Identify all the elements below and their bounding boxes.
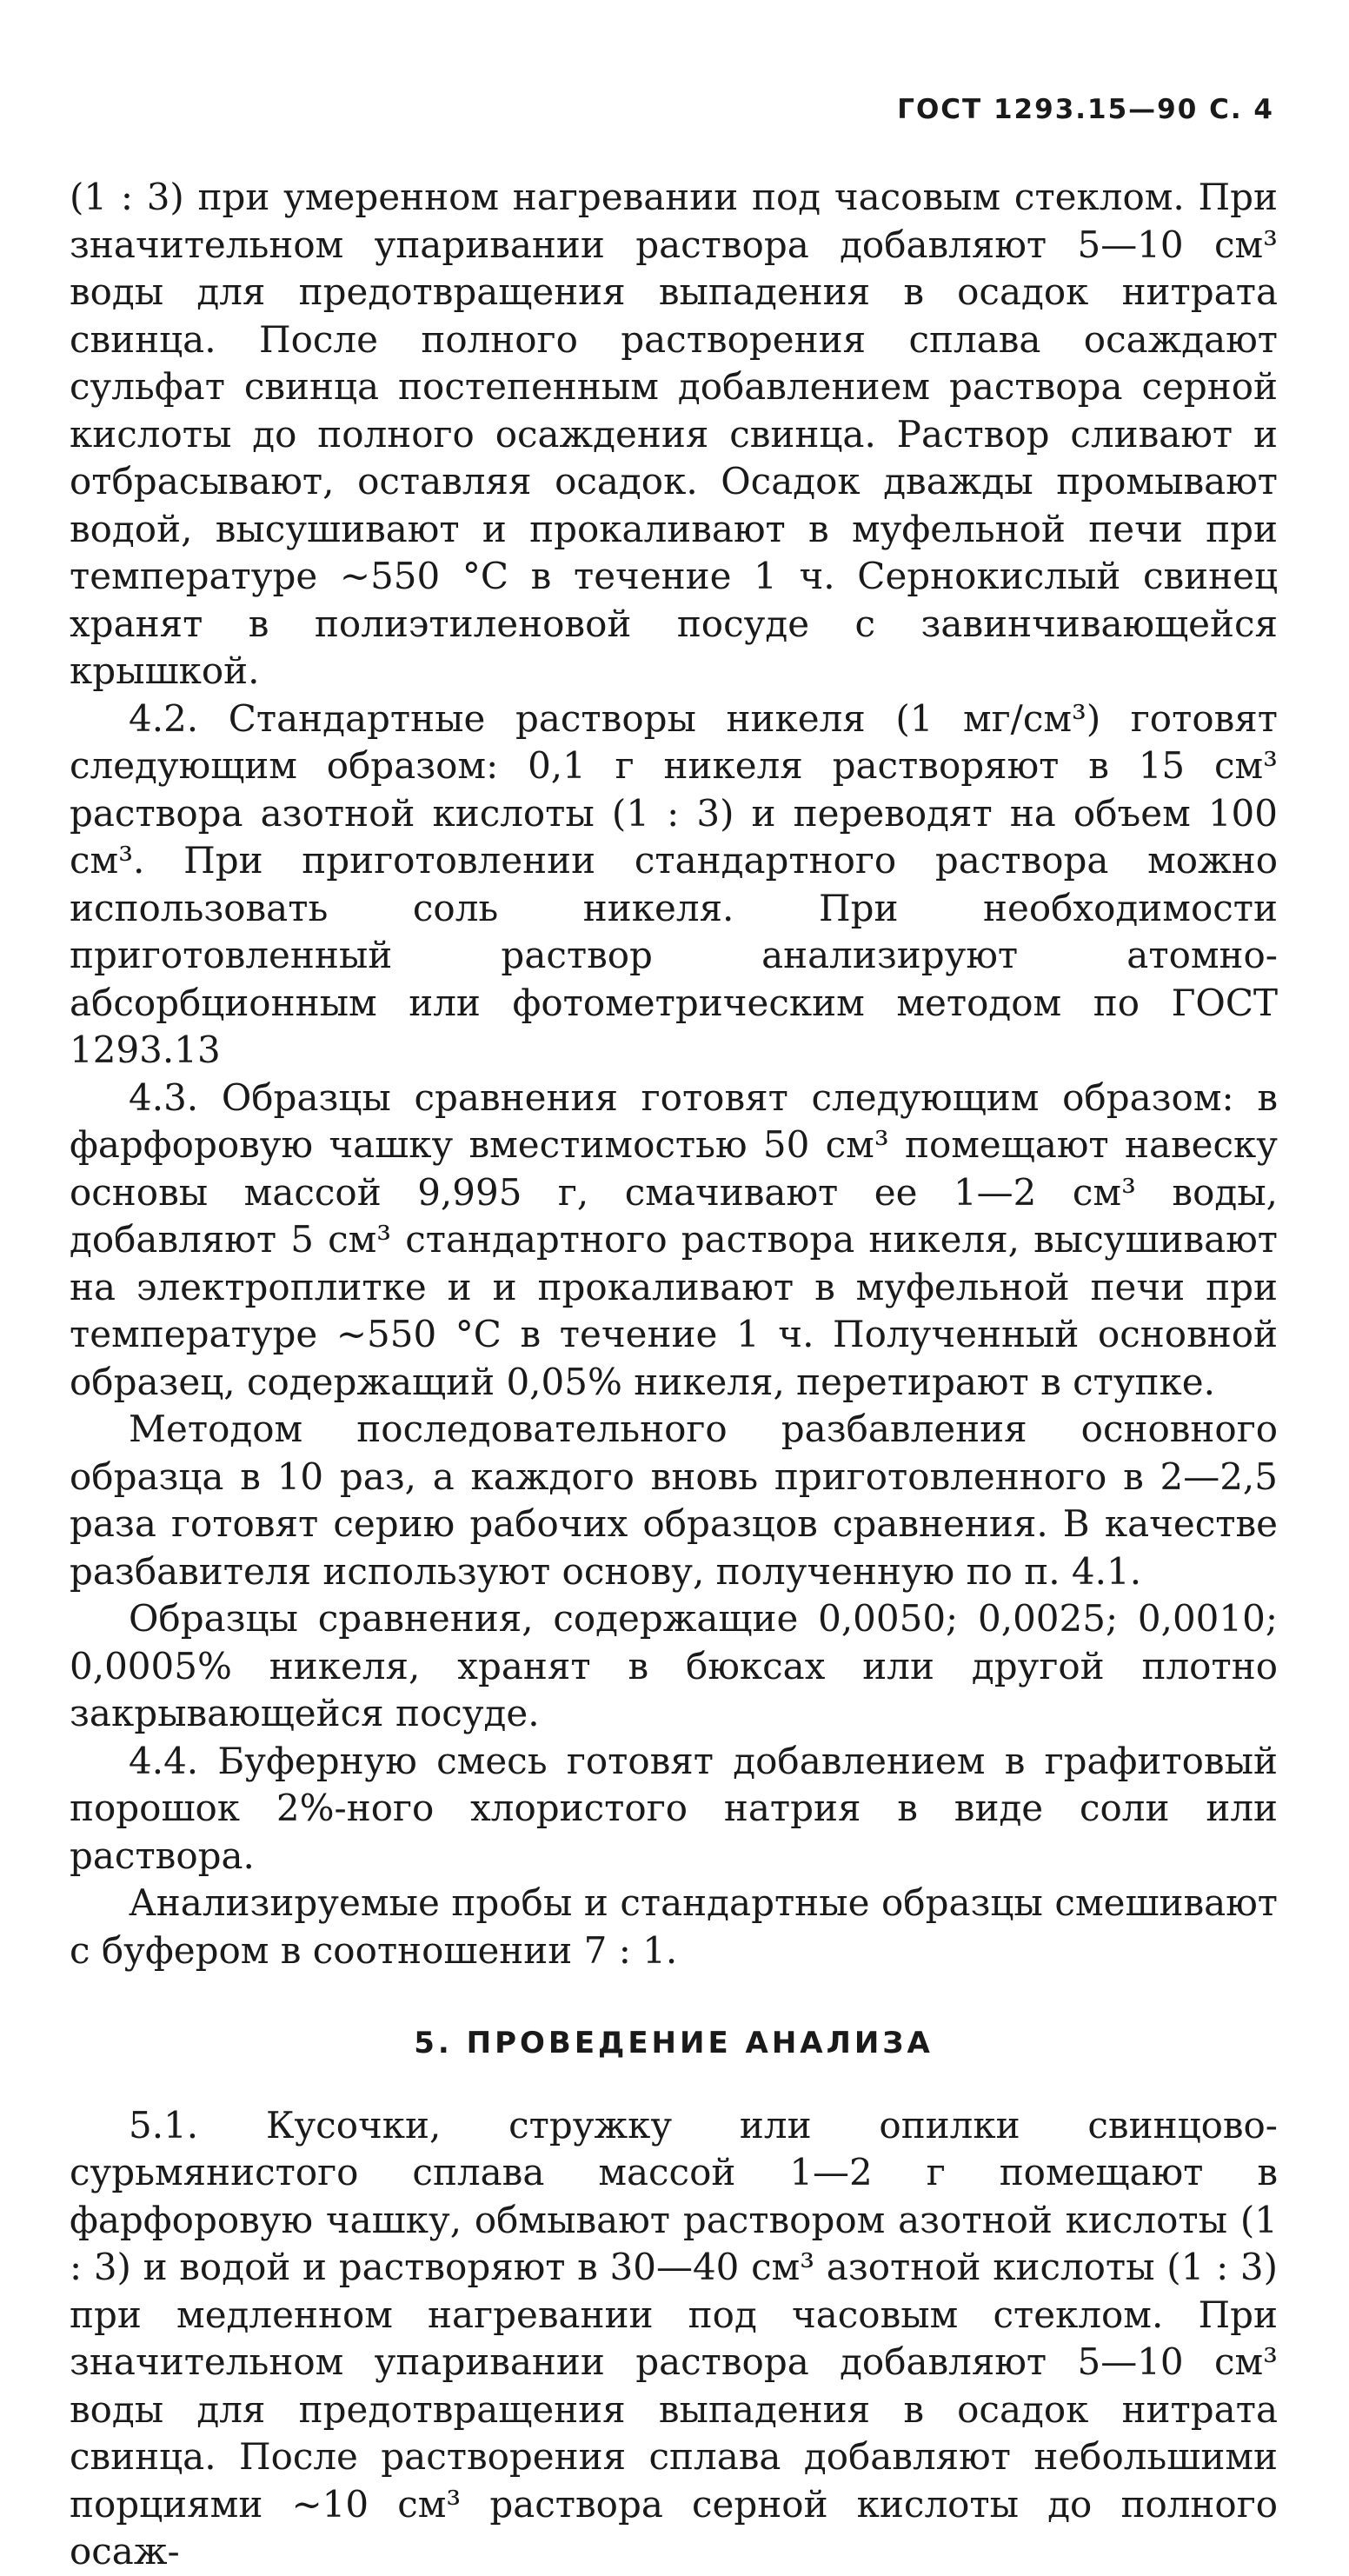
- section-title: 5. ПРОВЕДЕНИЕ АНАЛИЗА: [414, 2026, 934, 2060]
- paragraph: Анализируемые пробы и стандартные образцы смешивают с буфером в соотношении 7 : 1.: [70, 1881, 1278, 1972]
- paragraph: Методом последовательного разбавления основного образца в 10 раз, а каждого вновь приготовленного в 2—2,5 раза готовят серию рабочих образцов сравнения. В качестве разбавителя используют основу, полученную по п. 4.1.: [70, 1408, 1278, 1593]
- paragraph: Образцы сравнения, содержащие 0,0050; 0,0025; 0,0010; 0,0005% никеля, хранят в бюксах или другой плотно закрывающейся посуде.: [70, 1597, 1278, 1734]
- paragraph: 4.3. Образцы сравнения готовят следующим образом: в фарфоровую чашку вместимостью 50 см³ помещают навеску основы массой 9,995 г, смачивают ее 1—2 см³ воды, добавляют 5 см³ стандартного раствора никеля, высушивают на электроплитке и и прокаливают в муфельной печи при температуре ~550 °С в течение 1 ч. Полученный основной образец, содержащий 0,05% никеля, перетирают в ступке.: [70, 1075, 1278, 1403]
- paragraph: (1 : 3) при умеренном нагревании под часовым стеклом. При значительном упаривании раствора добавляют 5—10 см³ воды для предотвращения выпадения в осадок нитрата свинца. После полного растворения сплава осаждают сульфат свинца постепенным добавлением раствора серной кислоты до полного осаждения свинца. Раствор сливают и отбрасывают, оставляя осадок. Осадок дважды промывают водой, высушивают и прокаливают в муфельной печи при температуре ~550 °С в течение 1 ч. Сернокислый свинец хранят в полиэтиленовой посуде с завинчивающейся крышкой.: [70, 176, 1278, 692]
- document-body: [70, 174, 1278, 2576]
- paragraph: 4.4. Буферную смесь готовят добавлением в графитовый порошок 2%-ного хлористого натрия в виде соли или раствора.: [70, 1739, 1278, 1877]
- paragraph: 4.2. Стандартные растворы никеля (1 мг/см³) готовят следующим образом: 0,1 г никеля растворяют в 15 см³ раствора азотной кислоты (1 : 3) и переводят на объем 100 см³. При приготовлении стандартного раствора можно использовать соль никеля. При необходимости приготовленный раствор анализируют атомно-абсорбционным или фотометрическим методом по ГОСТ 1293.13: [70, 696, 1278, 1071]
- running-head: ГОСТ 1293.15—90 С. 4: [897, 94, 1274, 125]
- paragraph: 5.1. Кусочки, стружку или опилки свинцово-сурьмянистого сплава массой 1—2 г помещают в фарфоровую чашку, обмывают раствором азотной кислоты (1 : 3) и водой и растворяют в 30—40 см³ азотной кислоты (1 : 3) при медленном нагревании под часовым стеклом. При значительном упаривании раствора добавляют 5—10 см³ воды для предотвращения выпадения в осадок нитрата свинца. После растворения сплава добавляют небольшими порциями ~10 см³ раствора серной кислоты до полного осаж-: [70, 2103, 1278, 2573]
